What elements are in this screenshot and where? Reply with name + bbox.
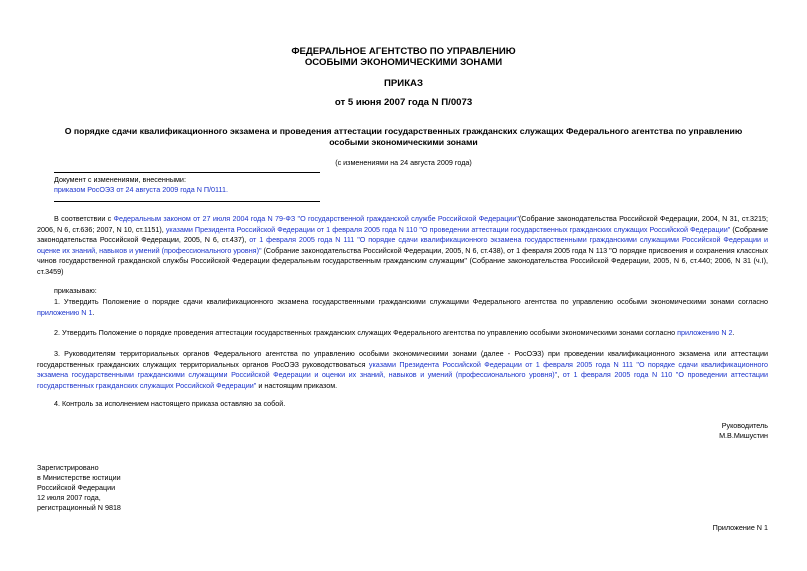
registration-line4: 12 июля 2007 года,: [37, 493, 101, 502]
order-item-2: [37, 328, 768, 339]
item3-mid: ,: [557, 370, 563, 379]
registration-line5: регистрационный N 9818: [37, 503, 121, 512]
changes-box-content: [54, 185, 354, 196]
registration-line3: Российской Федерации: [37, 483, 116, 492]
amendments-note: (с изменениями на 24 августа 2009 года): [335, 158, 472, 167]
decree-111-link[interactable]: от 1 февраля 2005 года N 111 "О порядке сдачи квалификационного экзамена государственными гражданскими служащими Российской Федерации и оценке их знаний, навыков и умений (профессионального уровня)": [37, 235, 768, 255]
item1-text: 1. Утвердить Положение о порядке сдачи квалификационного экзамена государственными гражданскими служащими Федерального агентства по управлению особыми экономическими зонами согласно: [54, 297, 768, 306]
order-word: приказываю:: [54, 286, 97, 295]
appendix-1-link[interactable]: приложению N 1: [37, 307, 93, 317]
item2-end: .: [732, 328, 735, 337]
preamble-text-4: (Собрание законодательства Российской Федерации, 2005, N 6, ст.438), от 1 февраля 2005 года N 113 "О порядке присвоения и сохранения классных чинов государственной гражданской службы Российской Федерации федеральным государственным гражданским служащим" (Собрание законодательства Российской Федерации, 2005, N 6, ст.440; 2006, N 31 (ч.I), ст.3459): [37, 245, 768, 276]
document-subject-line1: О порядке сдачи квалификационного экзамена и проведения аттестации государственных гражданских служащих Федерального агентства по управлению: [64, 126, 743, 136]
document-subject-line2: особыми экономическими зонами: [329, 137, 478, 147]
preamble-text-3: (Собрание законодательства Российской Федерации, 2005, N 6, ст.437),: [37, 224, 768, 244]
item3-end: и настоящим приказом.: [256, 380, 338, 390]
signatory-name: М.В.Мишустин: [719, 431, 768, 440]
federal-law-link[interactable]: Федеральным законом от 27 июля 2004 года N 79-ФЗ "О государственной гражданской службе Российской Федерации": [113, 214, 519, 223]
decree-111-link-item3[interactable]: указами Президента Российской Федерации от 1 февраля 2005 года N 111 "О порядке сдачи квалификационного экзамена государственными гражданскими служащими Российской Федерации и оценки их знаний, навыков и умений (профессионального уровня)": [37, 359, 768, 379]
order-item-1: [37, 297, 768, 318]
item1-end: .: [92, 307, 95, 317]
preamble-text-1: В соответствии с: [54, 214, 114, 223]
appendix-label: Приложение N 1: [712, 523, 768, 532]
appendix-2-link[interactable]: приложению N 2: [677, 328, 733, 337]
registration-line1: Зарегистрировано: [37, 463, 99, 472]
document-type: ПРИКАЗ: [384, 78, 423, 89]
item2-text: 2. Утвердить Положение о порядке проведения аттестации государственных гражданских служащих Федерального агентства по управлению особыми экономическими зонами согласно: [54, 328, 678, 337]
signatory-position: Руководитель: [721, 421, 768, 430]
decree-110-link-item3[interactable]: от 1 февраля 2005 года N 110 "О проведении аттестации государственных гражданских служащих Российской Федерации": [37, 370, 768, 390]
item3-text: 3. Руководителям территориальных органов Федерального агентства по управлению особыми экономическими зонами (далее - РосОЭЗ) при проведении квалификационного экзамена или аттестации государственных гражданских служащих территориальных органов РосОЭЗ руководствоваться: [37, 349, 768, 369]
changes-box-label: Документ с изменениями, внесенными:: [54, 175, 186, 184]
agency-name-line2: ОСОБЫМИ ЭКОНОМИЧЕСКИМИ ЗОНАМИ: [304, 57, 503, 68]
decree-110-link[interactable]: указами Президента Российской Федерации от 1 февраля 2005 года N 110 "О проведении аттестации государственных гражданских служащих Российской Федерации": [165, 224, 731, 234]
registration-line2: в Министерстве юстиции: [37, 473, 121, 482]
preamble-text-2: (Собрание законодательства Российской Федерации, 2004, N 31, ст.3215; 2006, N 6, ст.636; 2007, N 10, ст.1151),: [37, 214, 768, 234]
preamble-paragraph: [37, 214, 768, 277]
document-date-number: от 5 июня 2007 года N П/0073: [334, 97, 473, 108]
order-item-4: 4. Контроль за исполнением настоящего приказа оставляю за собой.: [54, 399, 286, 408]
amendment-order-link[interactable]: приказом РосОЭЗ от 24 августа 2009 года N П/0111.: [54, 185, 228, 194]
changes-box-top-rule: [54, 172, 320, 173]
changes-box-bottom-rule: [54, 201, 320, 202]
order-item-3: [37, 349, 768, 391]
agency-name-line1: ФЕДЕРАЛЬНОЕ АГЕНТСТВО ПО УПРАВЛЕНИЮ: [291, 46, 516, 57]
